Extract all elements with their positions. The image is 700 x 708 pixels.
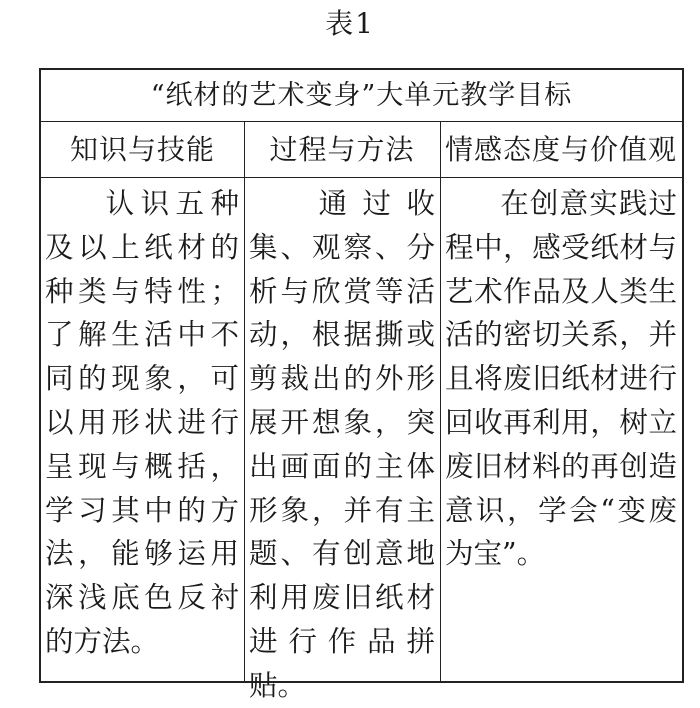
column-divider [244,122,245,681]
column-divider [440,122,441,681]
cell-process-methods [249,182,435,708]
cell-knowledge-skills [45,182,239,664]
cell-knowledge-skills-text: 认识五种及以上纸材的种类与特性；了解生活中不同的现象，可以用形状进行呈现与概括，学习其中的方法，能够运用深浅底色反衬的方法。 [45,187,239,658]
header-knowledge-skills: 知识与技能 [69,133,215,166]
table-caption: 表1 [325,7,375,40]
table-title: “纸材的艺术变身”大单元教学目标 [41,70,682,122]
header-process-methods: 过程与方法 [269,133,415,166]
cell-emotion-values-text: 在创意实践过程中，感受纸材与艺术作品及人类生活的密切关系，并且将废旧纸材进行回收再利用，树立废旧材料的再创造意识，学会“变废为宝”。 [445,187,677,571]
header-emotion-values: 情感态度与价值观 [444,133,677,166]
cell-emotion-values [445,182,677,576]
table-header-row [41,122,682,178]
cell-process-methods-text: 通过收集、观察、分析与欣赏等活动，根据撕或剪裁出的外形展开想象，突出画面的主体形象，并有主题、有创意地利用废旧纸材进行作品拼贴。 [249,187,435,702]
objectives-table [39,68,684,702]
